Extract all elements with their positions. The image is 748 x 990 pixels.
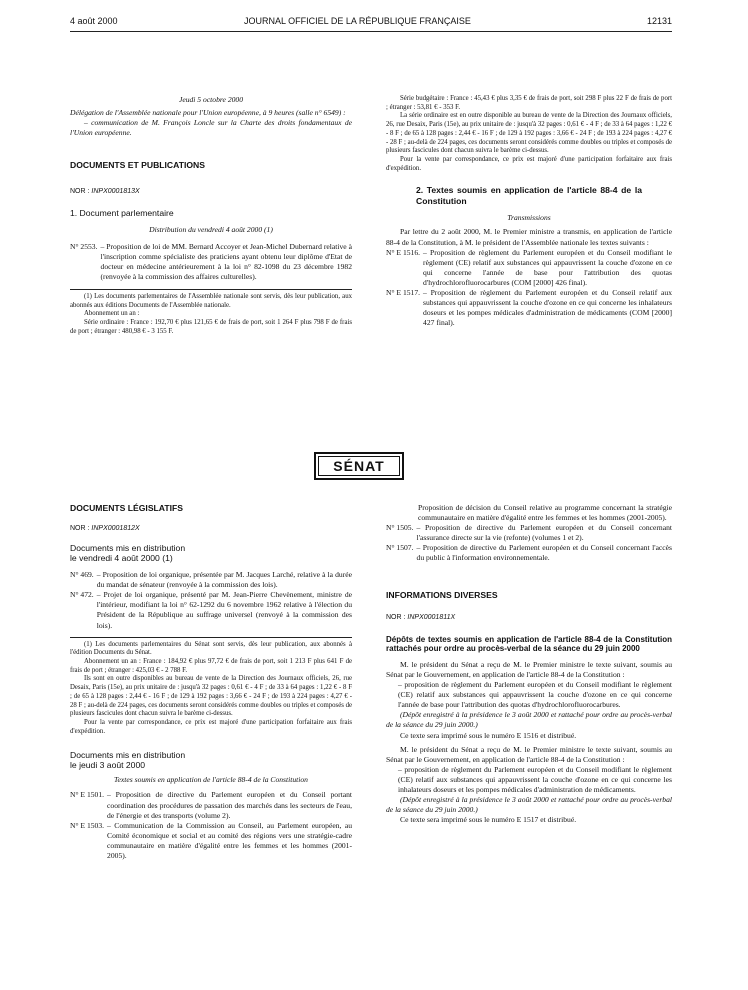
footnote: (1) Les documents parlementaires de l'Assemblée nationale sont servis, dès leur publication, aux abonnés aux éditions Documents de l'Assemblée nationale. (70, 292, 352, 309)
proposal-text: – proposition de règlement du Parlement européen et du Conseil modifiant le règlement (CE) relatif aux substances qui appauvrissent la couche d'ozone en ce qui concerne les inhalateurs doseurs et les pompes médicales d'administration de médicaments. (398, 764, 672, 794)
header-date: 4 août 2000 (70, 16, 118, 26)
nor-code: INPX0001811X (407, 613, 456, 621)
bottom-right-column (386, 503, 672, 825)
entry-text: – Proposition de loi de MM. Bernard Accoyer et Jean-Michel Dubernard relative à l'inscription comme spécialiste des praticiens ayant obtenu leur diplôme d'Etat de docteur en médecine antérieurement à la loi n° 82-1098 du 23 décembre 1982 (renvoyée à la commission des affaires culturelles). (100, 241, 352, 281)
list-item (386, 288, 672, 328)
entry-text: – Proposition de loi organique, présentée par M. Jacques Larché, relative à la durée du mandat de sénateur (renvoyée à la commission des lois). (96, 570, 352, 590)
entry-text: – Communication de la Commission au Conseil, au Parlement européen, au Comité économique et social et au comité des régions vers une stratégie-cadre communautaire en matière d'égalité entre les femmes et les hommes (2001-2005). (107, 820, 352, 861)
list-item (386, 765, 672, 795)
subsection-title: le jeudi 3 août 2000 (70, 760, 146, 771)
footnote: Abonnement un an : (84, 310, 140, 318)
footnote-rule (70, 637, 352, 638)
senat-heading: SÉNAT (314, 452, 404, 480)
top-right-column (386, 95, 672, 328)
nor-reference (70, 524, 352, 534)
nor-label: NOR : (386, 613, 406, 621)
footnote: (1) Les documents parlementaires du Sénat sont servis, dès leur publication, aux abonnés à l'édition Documents du Sénat. (70, 640, 352, 657)
list-item (70, 590, 352, 630)
entry-number: N° E 1503. (70, 820, 105, 830)
entry-number: N° 1507. (386, 543, 414, 553)
transmissions-heading: Transmissions (507, 213, 551, 223)
page-header (70, 16, 672, 28)
header-rule (70, 31, 672, 32)
list-item (386, 523, 672, 543)
list-item (70, 570, 352, 590)
communication-line: – communication de M. François Loncle sur la Charte des droits fondamentaux de l'Union européenne. (70, 118, 352, 138)
nor-label: NOR : (70, 525, 90, 532)
deposit-note: (Dépôt enregistré à la présidence le 3 août 2000 et rattaché pour ordre au procès-verbal de la séance du 29 juin 2000.) (386, 710, 672, 730)
entry-number: N° 472. (70, 590, 94, 600)
list-item (386, 680, 672, 710)
nor-reference (70, 187, 352, 197)
entry-text: – Projet de loi organique, présenté par M. Jean-Pierre Chevènement, ministre de l'intérieur, modifiant la loi n° 62-1292 du 6 novembre 1962 relative à l'élection du Président de la République au suffrage universel (renvoyé à la commission des lois). (96, 590, 352, 630)
vente-correspondance: Pour la vente par correspondance, ce prix est majoré d'une participation forfaitaire aux frais d'expédition. (386, 155, 672, 172)
intro-paragraph: Par lettre du 2 août 2000, M. le Premier ministre a transmis, en application de l'article 88-4 de la Constitution, à M. le président de l'Assemblée nationale les textes suivants : (386, 227, 672, 247)
entry-text: – Proposition de règlement du Parlement européen et du Conseil relatif aux substances qui appauvrissent la couche d'ozone en ce qui concerne les inhalateurs doseurs et les pompes médicales d'administration de médicaments (COM [2000] 427 final). (423, 287, 672, 328)
page-number: 12131 (646, 16, 672, 26)
list-item (386, 248, 672, 288)
footnote: Abonnement un an : France : 184,92 € plus 97,72 € de frais de port, soit 1 213 F plus 641 F de frais de port ; étranger : 425,03 € - 2 788 F. (70, 658, 352, 674)
subsection-title: Documents mis en distribution (70, 750, 186, 761)
nor-label: NOR : (70, 188, 90, 196)
section-title: DOCUMENTS ET PUBLICATIONS (70, 160, 205, 171)
distribution-line: Distribution du vendredi 4 août 2000 (1) (149, 225, 273, 235)
continued-entry: Proposition de décision du Conseil relative au programme concernant la stratégie communautaire en matière d'égalité entre les femmes et les hommes (2001-2005). (418, 503, 672, 523)
entry-number: N° 2553. (70, 241, 98, 251)
paragraph: M. le président du Sénat a reçu de M. le Premier ministre le texte suivant, soumis au Sénat par le Gouvernement, en application de l'article 88-4 de la Constitution : (386, 659, 672, 679)
italic-subheading: Textes soumis en application de l'article 88-4 de la Constitution (114, 775, 308, 785)
session-date: Jeudi 5 octobre 2000 (178, 95, 244, 104)
print-note: Ce texte sera imprimé sous le numéro E 1517 et distribué. (400, 815, 577, 825)
footnote-rule (70, 289, 352, 290)
section-title: INFORMATIONS DIVERSES (386, 589, 498, 600)
nor-code: INPX0001812X (91, 525, 140, 532)
proposal-text: – proposition de règlement du Parlement européen et du Conseil modifiant le règlement (CE) relatif aux substances qui appauvrissent la couche d'ozone en ce qui concerne l'année de base pour l'attribution des quotas d'hydrochlorofluorocarbures. (398, 680, 672, 710)
list-item (386, 543, 672, 563)
nor-code: INPX0001813X (91, 188, 140, 196)
list-item (70, 821, 352, 861)
footnote: Ils sont en outre disponibles au bureau de vente de la Direction des Journaux officiels, 26, rue Desaix, Paris (15e), au prix unitaire de : jusqu'à 32 pages : 0,61 € - 4 F ; de 33 à 64 pages : 1,22 € - 8 F ; de 65 à 128 pages : 2,44 € - 16 F ; de 129 à 192 pages : 3,66 € - 24 F ; de 193 à 224 pages : 4,27 € - 28 F ; au-delà de 224 pages, ces documents seront considérés comme doubles ou triples et composés de plusieurs fascicules dont chacun suivra le barème ci-dessus. (70, 675, 352, 718)
list-item (70, 790, 352, 820)
journal-title: JOURNAL OFFICIEL DE LA RÉPUBLIQUE FRANÇAISE (244, 16, 471, 26)
subsection-title: Documents mis en distribution (70, 543, 186, 554)
subsection-title: le vendredi 4 août 2000 (1) (70, 553, 173, 564)
entry-number: N° E 1516. (386, 247, 421, 257)
footnote: Pour la vente par correspondance, ce prix est majoré d'une participation forfaitaire aux frais d'expédition. (70, 718, 352, 735)
paragraph: M. le président du Sénat a reçu de M. le Premier ministre le texte suivant, soumis au Sénat par le Gouvernement, en application de l'article 88-4 de la Constitution : (386, 744, 672, 764)
subsection-title: 1. Document parlementaire (70, 208, 174, 219)
depots-title: Dépôts de textes soumis en application de l'article 88-4 de la Constitution rattachés pour ordre au procès-verbal de la séance du 29 juin 2000 (386, 634, 672, 654)
delegation-line: Délégation de l'Assemblée nationale pour l'Union européenne, à 9 heures (salle n° 6549) : (70, 108, 346, 118)
entry-number: N° E 1517. (386, 287, 421, 297)
nor-reference (386, 613, 672, 623)
list-item (70, 242, 352, 282)
entry-text: – Proposition de directive du Parlement européen et du Conseil portant coordination des procédures de passation des marchés dans les secteurs de l'eau, de l'énergie et des transports (volume 2). (107, 790, 352, 820)
print-note: Ce texte sera imprimé sous le numéro E 1516 et distribué. (400, 730, 577, 740)
top-left-column (70, 95, 352, 336)
serie-budgetaire: Série budgétaire : France : 45,43 € plus 3,35 € de frais de port, soit 298 F plus 22 F de frais de port ; étranger : 53,81 € - 353 F. (386, 95, 672, 111)
vente-info: La série ordinaire est en outre disponible au bureau de vente de la Direction des Journaux officiels, 26, rue Desaix, Paris (15e), au prix unitaire de : jusqu'à 32 pages : 0,61 € - 4 F ; de 33 à 64 pages : 1,22 € - 8 F ; de 65 à 128 pages : 2,44 € - 16 F ; de 129 à 192 pages : 3,66 € - 24 F ; de 193 à 224 pages : 4,27 € - 28 F ; au-delà de 224 pages, ces documents seront considérés comme doubles ou triples et composés de plusieurs fascicules dont chacun suivra le barème ci-dessus. (386, 112, 672, 155)
entry-text: – Proposition de directive du Parlement européen et du Conseil concernant l'accès du public à l'information environnementale. (416, 543, 672, 563)
entry-number: N° 1505. (386, 523, 414, 533)
entry-number: N° 469. (70, 570, 94, 580)
entry-number: N° E 1501. (70, 790, 105, 800)
bottom-left-column (70, 503, 352, 861)
entry-text: – Proposition de directive du Parlement européen et du Conseil concernant l'assurance directe sur la vie (refonte) (volumes 1 et 2). (416, 523, 672, 543)
footnote: Série ordinaire : France : 192,70 € plus 121,65 € de frais de port, soit 1 264 F plus 798 F de frais de port ; étranger : 480,98 € - 3 155 F. (70, 319, 352, 335)
deposit-note: (Dépôt enregistré à la présidence le 3 août 2000 et rattaché pour ordre au procès-verbal de la séance du 29 juin 2000.) (386, 795, 672, 815)
entry-text: – Proposition de règlement du Parlement européen et du Conseil modifiant le règlement (CE) relatif aux substances qui appauvrissent la couche d'ozone en ce qui concerne l'année de base pour l'attribution des quotas d'hydrochlorofluorocarbures (COM [2000] 426 final). (423, 247, 672, 287)
section-title: 2. Textes soumis en application de l'article 88-4 de la Constitution (416, 185, 642, 207)
section-title: DOCUMENTS LÉGISLATIFS (70, 503, 183, 513)
